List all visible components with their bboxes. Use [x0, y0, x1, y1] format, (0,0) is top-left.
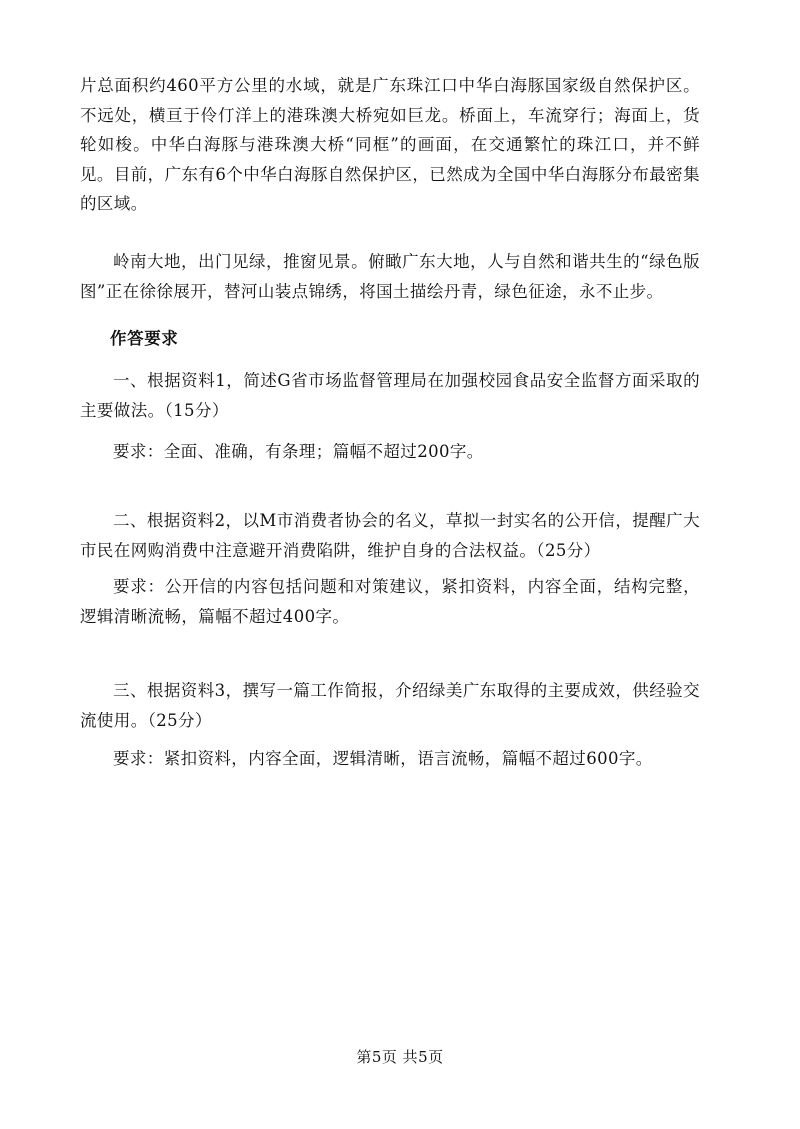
question-2-prompt: 二、根据资料2，以M市消费者协会的名义，草拟一封实名的公开信，提醒广大市民在网购消费中注意避开消费陷阱，维护自身的合法权益。（25分）	[80, 511, 700, 560]
question-1-requirement: 要求：全面、准确，有条理；篇幅不超过200字。	[113, 442, 484, 461]
material-paragraph-1: 片总面积约460平方公里的水域，就是广东珠江口中华白海豚国家级自然保护区。不远处，横亘于伶仃洋上的港珠澳大桥宛如巨龙。桥面上，车流穿行；海面上，货轮如梭。中华白海豚与港珠澳大桥“同框”的画面，在交通繁忙的珠江口，并不鲜见。目前，广东有6个中华白海豚自然保护区，已然成为全国中华白海豚分布最密集的区域。	[80, 76, 700, 213]
question-1-prompt: 一、根据资料1，简述G省市场监督管理局在加强校园食品安全监督方面采取的主要做法。（15分）	[80, 371, 700, 420]
material-paragraph-2: 岭南大地，出门见绿，推窗见景。俯瞰广东大地，人与自然和谐共生的“绿色版图”正在徐徐展开，替河山装点锦绣，将国土描绘丹青，绿色征途，永不止步。	[80, 252, 700, 301]
question-3-prompt: 三、根据资料3，撰写一篇工作简报，介绍绿美广东取得的主要成效，供经验交流使用。（25分）	[80, 681, 700, 730]
page-number-footer: 第5页 共5页	[356, 1048, 444, 1066]
question-3-requirement: 要求：紧扣资料，内容全面，逻辑清晰，语言流畅，篇幅不超过600字。	[113, 749, 653, 768]
question-2-requirement: 要求：公开信的内容包括问题和对策建议，紧扣资料，内容全面，结构完整，逻辑清晰流畅，篇幅不超过400字。	[80, 577, 700, 626]
answer-requirements-heading: 作答要求	[110, 329, 179, 348]
